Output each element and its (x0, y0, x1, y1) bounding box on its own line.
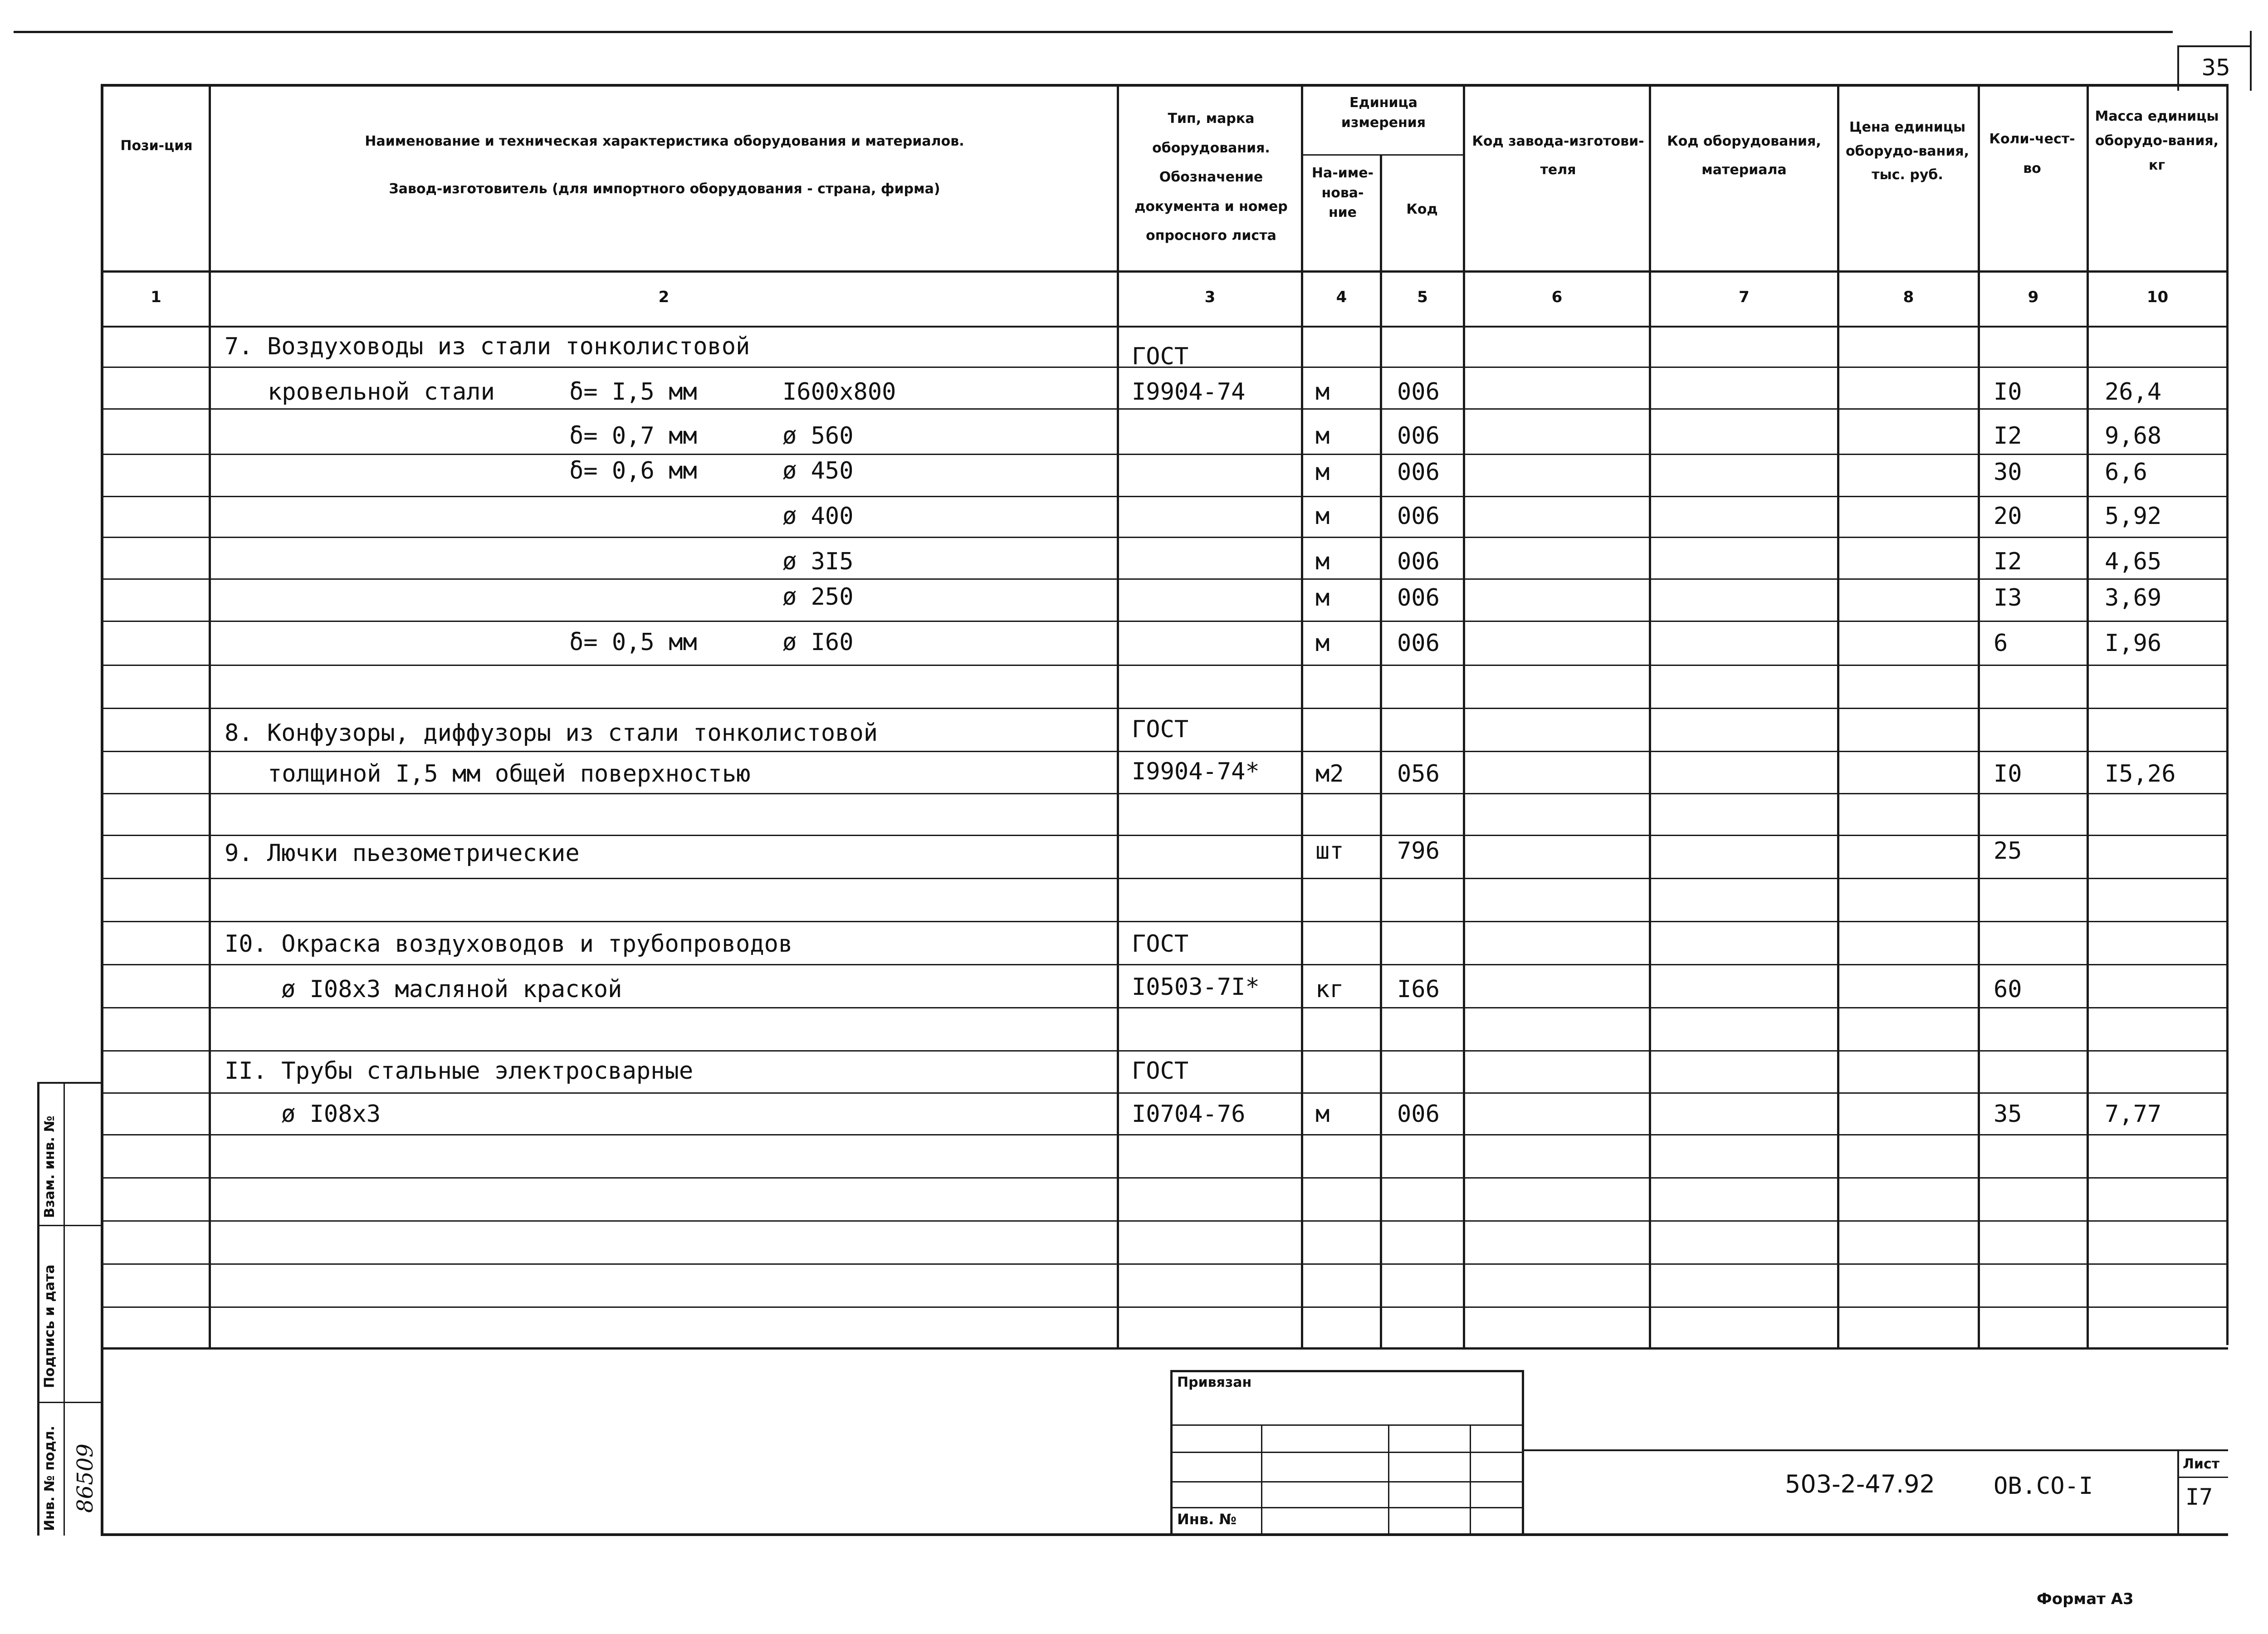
row-doc: I0704-76 (1132, 1101, 1246, 1128)
row-unit: м (1315, 1101, 1330, 1128)
row-quantity: I0 (1994, 760, 2022, 788)
row-mass: 5,92 (2105, 503, 2162, 530)
col-number-7: 7 (1739, 288, 1750, 306)
row-mass: I5,26 (2105, 760, 2176, 788)
row-quantity: 60 (1994, 976, 2022, 1003)
header-name-line2: Завод-изготовитель (для импортного оборудования - страна, фирма) (389, 181, 940, 197)
row-mass: 4,65 (2105, 548, 2162, 575)
row-mass: 9,68 (2105, 422, 2162, 450)
row-doc: ГОСТ (1132, 343, 1189, 370)
row-doc: I0503-7I* (1132, 974, 1260, 1001)
row-unit-code: 006 (1397, 1101, 1440, 1128)
row-unit-code: 006 (1397, 378, 1440, 406)
sheet-label: Лист (2183, 1456, 2220, 1472)
header-name-line1: Наименование и техническая характеристика оборудования и материалов. (365, 133, 964, 149)
stamp-privyazan: Привязан (1177, 1375, 1252, 1390)
row-desc: 7. Воздуховоды из стали тонколистовой (225, 333, 750, 360)
row-quantity: 25 (1994, 837, 2022, 865)
row-size: ø 250 (782, 583, 854, 611)
row-unit: кг (1315, 976, 1344, 1003)
side-vzam-inv: Взам. инв. № (42, 1115, 58, 1218)
row-mass: 6,6 (2105, 459, 2147, 486)
row-mass: 7,77 (2105, 1101, 2162, 1128)
row-unit: м (1315, 378, 1330, 406)
row-desc: II. Трубы стальные электросварные (225, 1057, 694, 1085)
row-desc: I0. Окраска воздуховодов и трубопроводов (225, 930, 793, 958)
row-unit: м (1315, 459, 1330, 486)
header-mass: Масса единицы оборудо-вания, кг (2095, 108, 2219, 173)
row-quantity: 30 (1994, 459, 2022, 486)
row-doc: I9904-74* (1132, 758, 1260, 785)
col-number-1: 1 (151, 288, 161, 306)
format-label: Формат А3 (2037, 1590, 2134, 1608)
row-size: ø 3I5 (782, 548, 854, 575)
row-unit: м (1315, 584, 1330, 612)
header-factory-code: Код завода-изготови-теля (1472, 133, 1644, 178)
col-number-8: 8 (1903, 288, 1914, 306)
header-unit-code: Код (1406, 201, 1438, 217)
row-quantity: 6 (1994, 630, 2008, 657)
row-mass: 26,4 (2105, 378, 2162, 406)
row-unit-code: 006 (1397, 503, 1440, 530)
row-quantity: I2 (1994, 422, 2022, 450)
row-thickness: δ= I,5 мм (569, 378, 697, 406)
row-quantity: I2 (1994, 548, 2022, 575)
stamp-inv-no: Инв. № (1177, 1511, 1237, 1528)
row-unit: м2 (1315, 760, 1344, 788)
header-unit: Единица измерения (1341, 95, 1426, 131)
row-unit-code: I66 (1397, 976, 1440, 1003)
row-desc: 8. Конфузоры, диффузоры из стали тонколистовой (225, 719, 878, 747)
row-unit-code: 006 (1397, 459, 1440, 486)
row-desc: 9. Лючки пьезометрические (225, 840, 580, 867)
row-quantity: 35 (1994, 1101, 2022, 1128)
row-thickness: δ= 0,7 мм (569, 422, 697, 450)
row-size: ø 400 (782, 503, 854, 530)
row-unit: м (1315, 503, 1330, 530)
col-number-10: 10 (2146, 288, 2169, 306)
col-number-5: 5 (1417, 288, 1428, 306)
row-desc: ø I08x3 (281, 1101, 381, 1128)
row-unit-code: 796 (1397, 837, 1440, 865)
header-price: Цена единицы оборудо-вания, тыс. руб. (1845, 119, 1970, 183)
header-unit-name: На-име-нова-ние (1311, 165, 1374, 220)
row-unit-code: 006 (1397, 584, 1440, 612)
row-desc: ø I08x3 масляной краской (281, 976, 622, 1003)
row-unit-code: 006 (1397, 422, 1440, 450)
row-size: ø 560 (782, 422, 854, 450)
row-size: ø 450 (782, 457, 854, 484)
side-inv-podl: Инв. № подл. (42, 1425, 58, 1531)
side-inv-value: 86509 (73, 1443, 98, 1513)
row-doc: ГОСТ (1132, 930, 1189, 958)
row-mass: 3,69 (2105, 584, 2162, 612)
row-unit-code: 006 (1397, 548, 1440, 575)
row-unit-code: 056 (1397, 760, 1440, 788)
row-unit: м (1315, 630, 1330, 657)
row-size: I600x800 (782, 378, 896, 406)
row-doc: I9904-74 (1132, 378, 1246, 406)
row-quantity: 20 (1994, 503, 2022, 530)
col-number-2: 2 (658, 288, 670, 306)
row-doc: ГОСТ (1132, 1057, 1189, 1085)
row-unit-code: 006 (1397, 630, 1440, 657)
col-number-4: 4 (1336, 288, 1347, 306)
row-doc: ГОСТ (1132, 716, 1189, 743)
row-thickness: δ= 0,5 мм (569, 629, 697, 656)
page-number: 35 (2201, 54, 2230, 81)
header-quantity: Коли-чест-во (1989, 131, 2075, 176)
row-unit: шт (1315, 837, 1344, 865)
header-position: Пози-ция (120, 138, 193, 154)
doc-mark: ОВ.СО-I (1994, 1473, 2093, 1500)
header-equipment-code: Код оборудования, материала (1667, 133, 1821, 178)
col-number-3: 3 (1204, 288, 1216, 306)
row-desc: толщиной I,5 мм общей поверхностью (268, 760, 751, 788)
side-podpis-data: Подпись и дата (42, 1264, 58, 1388)
row-quantity: I0 (1994, 378, 2022, 406)
row-unit: м (1315, 422, 1330, 450)
header-type: Тип, марка оборудования. Обозначение документа и номер опросного листа (1134, 111, 1288, 244)
row-unit: м (1315, 548, 1330, 575)
col-number-9: 9 (2028, 288, 2039, 306)
row-quantity: I3 (1994, 584, 2022, 612)
doc-code: 503-2-47.92 (1785, 1470, 1935, 1498)
row-thickness: δ= 0,6 мм (569, 457, 697, 484)
row-mass: I,96 (2105, 630, 2162, 657)
col-number-6: 6 (1551, 288, 1563, 306)
sheet-number: I7 (2185, 1484, 2213, 1510)
row-size: ø I60 (782, 629, 854, 656)
row-desc: кровельной стали (268, 378, 495, 406)
